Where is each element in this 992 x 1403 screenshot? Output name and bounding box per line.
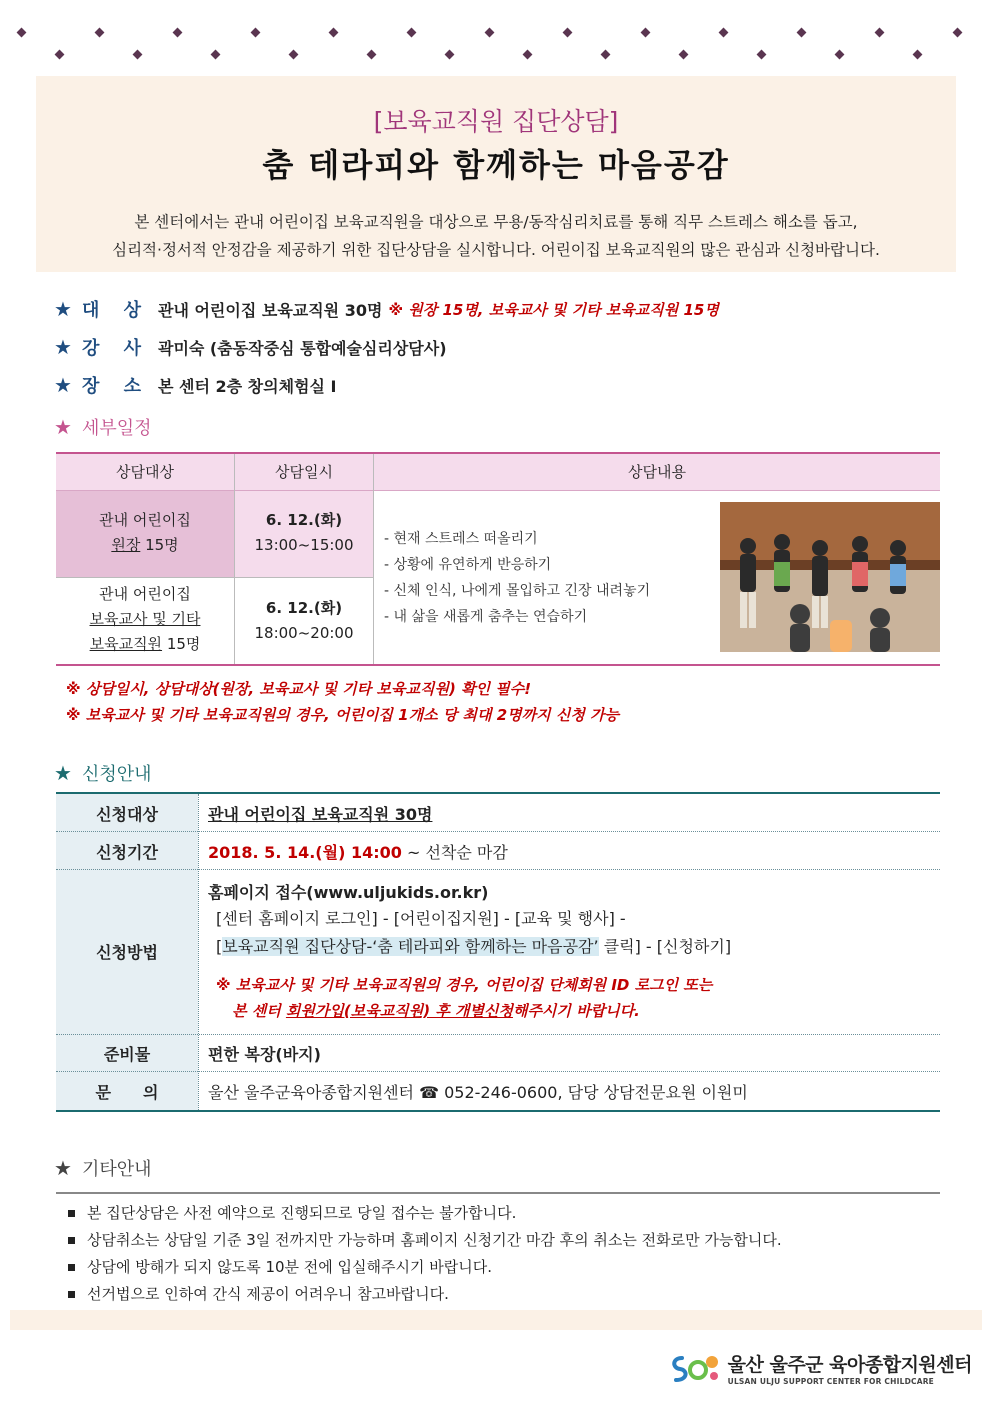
apply-method-line2: [센터 홈페이지 로그인] - [어린이집지원] - [교육 및 행사] -	[216, 909, 626, 928]
table-divider	[56, 1071, 940, 1072]
content-item: - 신체 인식, 나에게 몰입하고 긴장 내려놓기	[384, 583, 651, 599]
apply-table	[56, 792, 940, 1112]
header-content: 상담내용	[628, 463, 686, 481]
target-value: 관내 어린이집 보육교직원 30명	[157, 300, 383, 320]
table-divider	[56, 577, 373, 578]
schedule-section-title: 세부일정	[81, 418, 152, 439]
row2-date: 6. 12.(화)	[265, 599, 343, 617]
table-divider	[373, 454, 374, 664]
target-label: 대 상	[81, 300, 150, 321]
place-value: 본 센터 2층 창의체험실 I	[157, 376, 337, 396]
row2-time: 18:00~20:00	[254, 624, 354, 642]
info-place	[54, 372, 336, 398]
apply-period-value: 2018. 5. 14.(월) 14:00	[208, 843, 402, 862]
apply-method-line1: 홈페이지 접수(www.uljukids.or.kr)	[208, 883, 489, 902]
apply-method-line3	[216, 934, 731, 957]
etc-section-title: 기타안내	[81, 1159, 152, 1180]
intro-line-1: 본 센터에서는 관내 어린이집 보육교직원을 대상으로 무용/동작심리치료를 통해 직무 스트레스 해소를 돕고,	[134, 213, 858, 231]
etc-section-heading	[54, 1155, 152, 1181]
header-banner	[36, 76, 956, 272]
org-text	[728, 1350, 972, 1386]
row1-time: 13:00~15:00	[254, 536, 354, 554]
method-bracket-open: [	[216, 937, 223, 956]
bullet-icon	[68, 1264, 75, 1271]
info-instructor	[54, 334, 447, 360]
apply-section-title: 신청안내	[81, 764, 152, 785]
method-note2-underlined: 회원가입(보육교직원) 후 개별신청	[285, 1002, 513, 1020]
table-divider	[56, 869, 940, 870]
page-title: 춤 테라피와 함께하는 마음공감	[262, 146, 730, 184]
bullet-icon	[68, 1291, 75, 1298]
apply-method-label: 신청방법	[96, 943, 158, 962]
etc-list	[68, 1200, 782, 1308]
method-note2-prefix: 본 센터	[232, 1002, 286, 1020]
etc-item-text: 상담에 방해가 되지 않도록 10분 전에 입실해주시기 바랍니다.	[87, 1258, 492, 1276]
etc-notice-box	[56, 1192, 940, 1312]
page-subtitle: [보육교직원 집단상담]	[373, 107, 619, 136]
header-datetime: 상담일시	[275, 463, 333, 481]
row2-target-role: 보육교직원	[89, 635, 163, 653]
bullet-icon	[68, 1210, 75, 1217]
star-icon: ★	[54, 1156, 72, 1180]
etc-item-text: 본 집단상담은 사전 예약으로 진행되므로 당일 접수는 불가합니다.	[87, 1204, 517, 1222]
org-eng-name: ULSAN ULJU SUPPORT CENTER FOR CHILDCARE	[727, 1377, 935, 1386]
row2-datetime	[235, 596, 373, 646]
list-item	[68, 1254, 782, 1281]
org-name: 울산 울주군 육아종합지원센터	[727, 1354, 972, 1376]
apply-prep-value: 편한 복장(바지)	[208, 1045, 321, 1064]
apply-prep-label: 준비물	[103, 1045, 151, 1064]
dance-therapy-photo	[720, 502, 940, 652]
method-highlight: 보육교직원 집단상담-‘춤 테라피와 함께하는 마음공감’	[222, 937, 599, 956]
schedule-note: ※ 상담일시, 상담대상(원장, 보육교사 및 기타 보육교직원) 확인 필수!	[66, 680, 532, 698]
bullet-icon	[68, 1237, 75, 1244]
apply-target-label: 신청대상	[96, 805, 158, 824]
table-divider	[56, 1034, 940, 1035]
row1-target-count: 15명	[140, 536, 179, 554]
row2-target-line3	[56, 632, 234, 657]
apply-target-value: 관내 어린이집 보육교직원 30명	[208, 805, 433, 824]
footer-band	[10, 1310, 982, 1330]
apply-period-label: 신청기간	[96, 843, 158, 862]
row1-target	[56, 508, 234, 558]
row2-target-line2: 보육교사 및 기타	[89, 610, 201, 628]
decorative-dot-border	[0, 24, 992, 64]
row2-target-count: 15명	[162, 635, 201, 653]
row1-date: 6. 12.(화)	[265, 511, 343, 529]
apply-period	[208, 840, 508, 863]
content-item: - 현재 스트레스 떠올리기	[384, 531, 538, 547]
etc-item-text: 상담취소는 상담일 기준 3일 전까지만 가능하며 홈페이지 신청기간 마감 후의 취소는 전화로만 가능합니다.	[87, 1231, 782, 1249]
apply-contact-label: 문 의	[95, 1083, 159, 1102]
target-note: ※ 원장 15명, 보육교사 및 기타 보육교직원 15명	[388, 300, 719, 319]
etc-item-text: 선거법으로 인하여 간식 제공이 어려우니 참고바랍니다.	[87, 1285, 449, 1303]
row1-target-line2	[56, 533, 234, 558]
list-item	[68, 1200, 782, 1227]
schedule-note: ※ 보육교사 및 기타 보육교직원의 경우, 어린이집 1개소 당 최대 2명까지 신청 가능	[66, 706, 620, 724]
intro-line-2: 심리적·정서적 안정감을 제공하기 위한 집단상담을 실시합니다. 어린이집 보육교직원의 많은 관심과 신청바랍니다.	[112, 241, 880, 259]
instructor-label: 강 사	[81, 338, 150, 359]
star-icon: ★	[54, 415, 72, 439]
schedule-section-heading	[54, 414, 152, 440]
star-icon: ★	[54, 373, 72, 397]
content-item: - 상황에 유연하게 반응하기	[384, 557, 552, 573]
header-target: 상담대상	[116, 463, 174, 481]
row1-target-line1: 관내 어린이집	[99, 511, 191, 529]
org-logo-icon	[668, 1350, 722, 1386]
content-list	[384, 526, 650, 630]
apply-period-suffix: ~ 선착순 마감	[406, 843, 508, 862]
intro-text	[36, 208, 956, 264]
apply-section-heading	[54, 760, 152, 786]
list-item	[68, 1281, 782, 1308]
info-target	[54, 296, 719, 322]
content-item: - 내 삶을 새롭게 춤추는 연습하기	[384, 609, 588, 625]
row2-target	[56, 582, 234, 657]
list-item	[68, 1227, 782, 1254]
place-label: 장 소	[81, 376, 150, 397]
row2-target-line1: 관내 어린이집	[99, 585, 191, 603]
star-icon: ★	[54, 761, 72, 785]
table-divider	[56, 831, 940, 832]
row1-target-role: 원장	[111, 536, 141, 554]
table-divider	[198, 794, 199, 1110]
method-line3-suffix: 클릭] - [신청하기]	[598, 937, 732, 956]
method-note2-suffix: 해주시기 바랍니다.	[512, 1002, 640, 1020]
org-logo	[668, 1350, 972, 1386]
instructor-value: 곽미숙 (춤동작중심 통합예술심리상담사)	[157, 338, 447, 358]
schedule-notes	[66, 676, 619, 728]
star-icon: ★	[54, 297, 72, 321]
apply-contact-value: 울산 울주군육아종합지원센터 ☎ 052-246-0600, 담당 상담전문요원 이원미	[208, 1083, 748, 1102]
apply-method-note1: ※ 보육교사 및 기타 보육교직원의 경우, 어린이집 단체회원 ID 로그인 또는	[216, 976, 713, 994]
star-icon: ★	[54, 335, 72, 359]
photo-illustration	[720, 502, 940, 652]
schedule-table	[56, 452, 940, 666]
row1-datetime	[235, 508, 373, 558]
apply-method-note2	[232, 1000, 640, 1021]
